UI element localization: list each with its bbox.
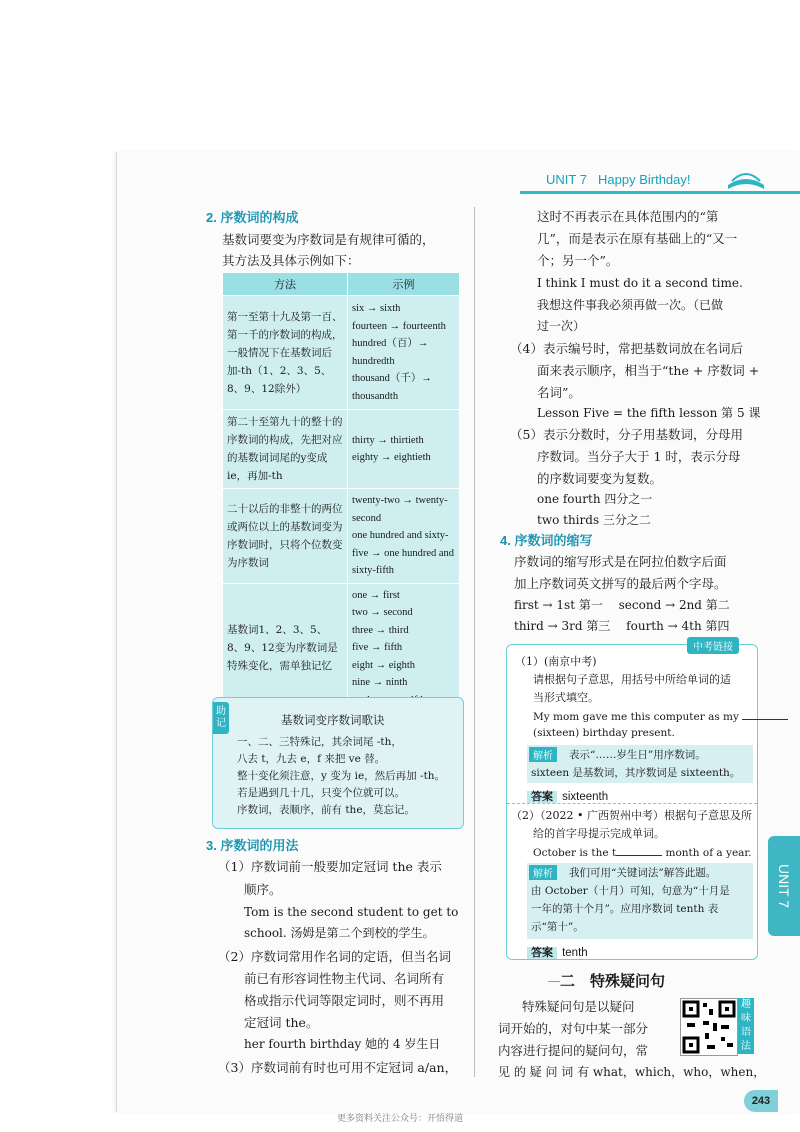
part-2-title: 二 特殊疑问句 [560,973,666,990]
q2-sentence: October is the t month of a year. [533,847,752,859]
table-row-1-method: 第一至第十九及第一百、第一千的序数词的构成，一般情况下在基数词后加-th（1、2、3、5、8、9、12除外） [223,296,348,410]
q2-answer [527,941,588,960]
s3-ex1b: school. 汤姆是第二个到校的学生。 [244,926,435,940]
r-s4b: 加上序数词英文拼写的最后两个字母。 [514,576,727,591]
part2-line-d: 见 的 疑 问 词 有 what，which，who，when， [498,1065,766,1079]
s2-intro-2: 其方法及具体示例如下： [222,253,360,268]
s3-p2a: （2）序数词常用作名词的定语，但当名词 [218,949,451,964]
q2-analysis-2: 由 October（十月）可知，句意为“十月是 [531,885,730,897]
r-abbr2: third → 3rd 第三 fourth → 4th 第四 [514,619,730,633]
part2-line-a: 特殊疑问句是以疑问 [522,999,635,1014]
s3-p1b: 顺序。 [244,882,282,897]
q2-source-2: 给的首字母提示完成单词。 [533,827,665,840]
q1-instruction-2: 当形式填空。 [533,691,599,704]
q2-analysis-tag: 解析 [529,865,557,880]
qr-tag: 趣味语法 [738,998,754,1054]
title-rule-left [548,981,560,982]
s3-p3: （3）序数词前有时也可用不定冠词 a/an， [218,1060,458,1075]
r-p4c: 名词”。 [537,385,581,400]
q1-answer [527,785,608,804]
q1-analysis-1: 表示“……岁生日”用序数词。 [569,749,706,761]
section-3-title: 3. 序数词的用法 [206,838,299,853]
memo-tag: 助记 [213,702,229,734]
r-ex1cn: 我想这件事我必须再做一次。（已做 [537,298,724,312]
r-ex4: Lesson Five = the fifth lesson 第 5 课 [537,406,761,420]
q1-analysis-tag: 解析 [529,747,557,762]
r-c3: 个；另一个”。 [537,253,619,268]
column-divider [474,207,475,1077]
memo-box [212,697,464,829]
q1-analysis [527,745,753,783]
r-c1: 这时不再表示在具体范围内的“第 [537,209,719,224]
r-abbr1: first → 1st 第一 second → 2nd 第二 [514,598,730,612]
q1-answer-text: sixteenth [562,791,609,803]
memo-lines: 一、二、三特殊记，其余词尾 -th， 八去 t，九去 e，f 来把 ve 替。 整十变化须注意，y 变为 ie，然后再加 -th。 若是遇到几十几，只变个位就可以。 序数词，表顺序，前有 the，莫忘记。 [237,736,446,816]
section-4-title: 4. 序数词的缩写 [500,533,593,548]
r-ex1: I think I must do it a second time. [537,276,743,290]
q1-analysis-2: sixteen 是基数词，其序数词是 sixteenth。 [531,767,741,779]
q1-source: （1）(南京中考) [515,655,597,668]
table-row-2-examples: thirty → thirtieth eighty → eightieth [348,410,460,489]
r-c2: 几”，而是表示在原有基础上的“又一 [537,231,738,246]
unit-label: UNIT 7 [546,172,587,187]
unit-title: Happy Birthday! [598,172,691,187]
r-p5b: 序数词。当分子大于 1 时，表示分母 [537,449,741,464]
q1-answer-tag: 答案 [527,791,557,803]
q2-source-1: （2）（2022 • 广西贺州中考）根据句子意思及所 [511,809,752,822]
table-header-method: 方法 [223,273,348,296]
q1-instruction-1: 请根据句子意思，用括号中所给单词的适 [533,673,731,686]
table-row-2-method: 第二十至第九十的整十的序数词的构成，先把对应的基数词词尾的y变成ie，再加-th [223,410,348,489]
r-p4b: 面来表示顺序，相当于“the + 序数词 + [537,363,760,378]
s3-ex1a: Tom is the second student to get to [244,905,459,919]
part2-line-c: 内容进行提问的疑问句，常 [498,1043,649,1058]
r-s4a: 序数词的缩写形式是在阿拉伯数字后面 [514,554,727,569]
q2-answer-tag: 答案 [527,947,557,959]
r-ex5b: two thirds 三分之二 [537,513,651,527]
r-p5c: 的序数词要变为复数。 [537,471,663,486]
q2-answer-text: tenth [562,947,588,959]
table-row-4-method: 基数词1、2、3、5、8、9、12变为序数词是特殊变化，需单独记忆 [223,583,348,713]
r-ex1cn2: 过一次） [537,319,586,333]
r-p4a: （4）表示编号时，常把基数词放在名词后 [510,341,743,356]
s3-ex2: her fourth birthday 她的 4 岁生日 [244,1037,441,1051]
r-ex5a: one fourth 四分之一 [537,492,653,506]
s3-p2b: 前已有形容词性物主代词、名词所有 [244,971,445,986]
s2-intro-1: 基数词要变为序数词是有规律可循的， [222,232,435,247]
q2-analysis-1: 我们可用“关键词法”解答此题。 [569,867,717,879]
q1-sentence-1: My mom gave me this computer as my [533,709,788,723]
table-header-example: 示例 [348,273,460,296]
exam-link-tag: 中考链接 [687,637,739,654]
footer-note: 更多资料关注公众号：开悟得道 [336,1113,463,1123]
part2-line-b: 词开始的，对句中某一部分 [498,1021,649,1036]
q2-analysis [527,863,753,939]
page-number: 243 [744,1090,778,1112]
memo-title: 基数词变序数词歌诀 [281,713,385,727]
q2-analysis-3: 一年的第十个月”。应用序数词 tenth 表 [531,903,719,915]
exam-link-box [506,644,758,960]
s3-p2d: 定冠词 the。 [244,1015,319,1030]
table-row-3-examples: twenty-two → twenty- second one hundred and sixty- five → one hundred and sixty-fifth [348,489,460,584]
table-row-3-method: 二十以后的非整十的两位或两位以上的基数词变为序数词时，只将个位数变为序数词 [223,489,348,584]
q-divider [507,803,757,804]
table-row-4-examples: one → first two → second three → third five → fifth eight → eighth nine → ninth [348,583,460,713]
s3-p2c: 格或指示代词等限定词时，则不再用 [244,993,445,1008]
q1-blank[interactable] [742,709,788,720]
unit-side-tab: UNIT 7 [768,836,800,936]
q2-blank[interactable] [616,845,662,856]
table-row-1-examples: six → sixth fourteen → fourteenth hundred（百）→ hundredth thousand（千）→ thousandth [348,296,460,410]
ordinal-table [222,272,460,713]
r-p5a: （5）表示分数时，分子用基数词，分母用 [510,427,743,442]
s3-p1a: （1）序数词前一般要加定冠词 the 表示 [218,859,442,874]
section-2-title: 2. 序数词的构成 [206,210,299,225]
qr-code[interactable] [680,998,738,1056]
q1-sentence-2: (sixteen) birthday present. [533,727,675,739]
q2-analysis-4: 示“第十”。 [531,921,584,933]
book-icon [724,165,768,191]
header-bar [520,191,800,194]
